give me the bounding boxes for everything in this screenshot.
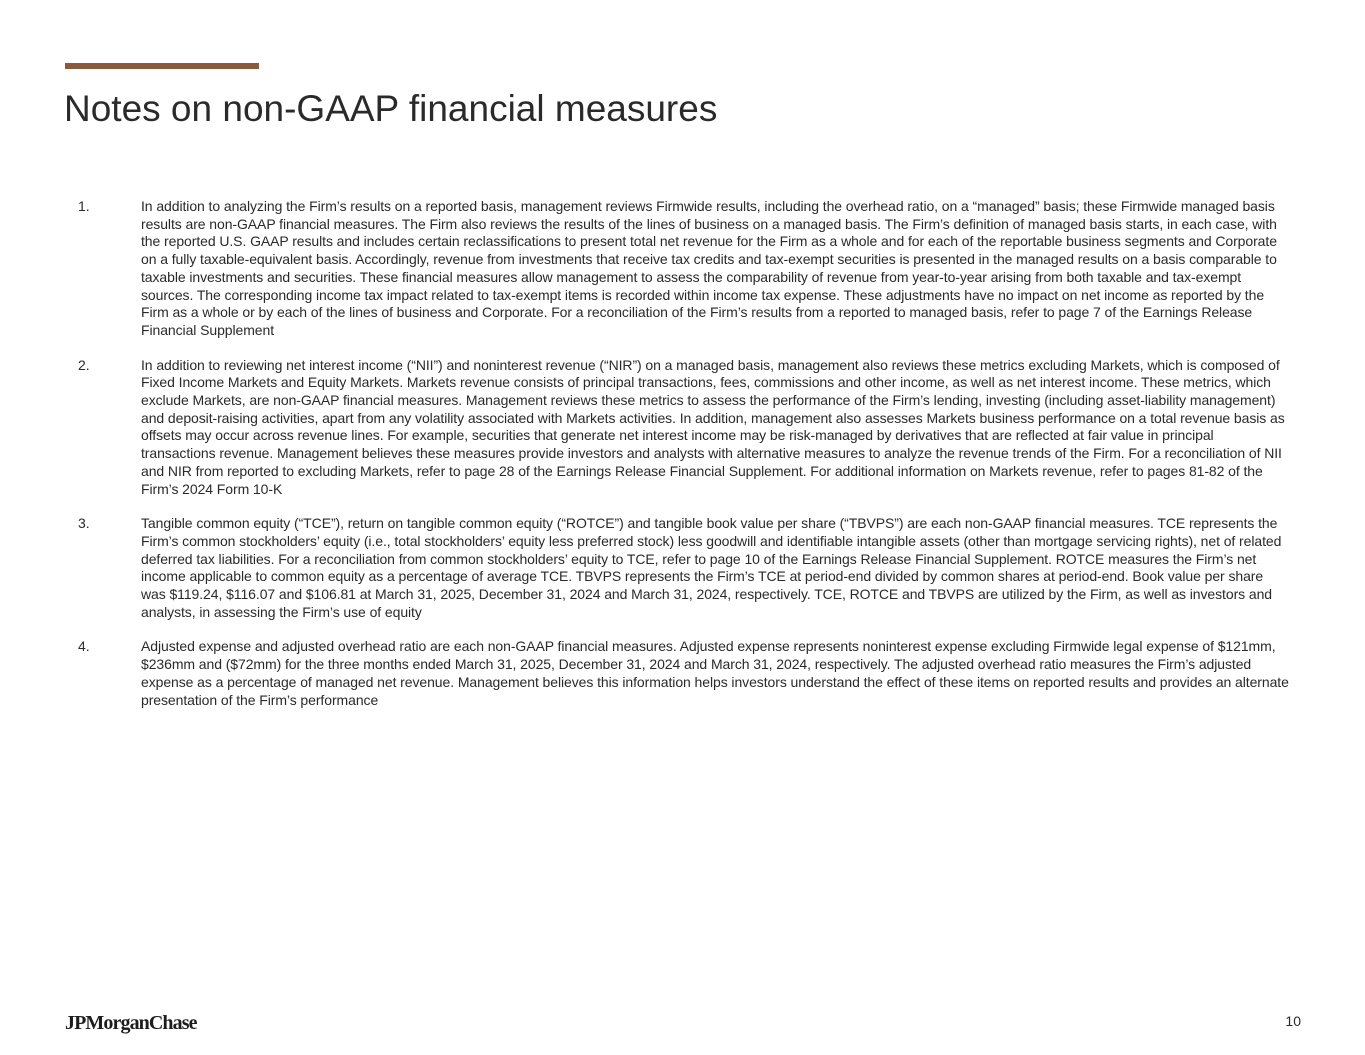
note-text: In addition to analyzing the Firm’s results on a reported basis, management reviews Firmwide results, including the overhead ratio, on a “managed” basis; these Firmwide managed basis results are non-GAAP financial measures. The Firm also reviews the results of the lines of business on a managed basis. The Firm’s definition of managed basis starts, in each case, with the reported U.S. GAAP results and includes certain reclassifications to present total net revenue for the Firm as a whole and for each of the reportable business segments and Corporate on a fully taxable-equivalent basis. Accordingly, revenue from investments that receive tax credits and tax-exempt securities is presented in the managed results on a basis comparable to taxable investments and securities. These financial measures allow management to assess the comparability of revenue from year-to-year arising from both taxable and tax-exempt sources. The corresponding income tax impact related to tax-exempt items is recorded within income tax expense. These adjustments have no impact on net income as reported by the Firm as a whole or by each of the lines of business and Corporate. For a reconciliation of the Firm’s results from a reported to managed basis, refer to page 7 of the Earnings Release Financial Supplement <box>141 198 1277 338</box>
note-text: In addition to reviewing net interest income (“NII”) and noninterest revenue (“NIR”) on a managed basis, management also reviews these metrics excluding Markets, which is composed of Fixed Income Markets and Equity Markets. Markets revenue consists of principal transactions, fees, commissions and other income, as well as net interest income. These metrics, which exclude Markets, are non-GAAP financial measures. Management reviews these metrics to assess the performance of the Firm’s lending, investing (including asset-liability management) and deposit-raising activities, apart from any volatility associated with Markets activities. In addition, management also assesses Markets business performance on a total revenue basis as offsets may occur across revenue lines. For example, securities that generate net interest income may be risk-managed by derivatives that are reflected at fair value in principal transactions revenue. Management believes these measures provide investors and analysts with alternative measures to analyze the revenue trends of the Firm. For a reconciliation of NII and NIR from reported to excluding Markets, refer to page 28 of the Earnings Release Financial Supplement. For additional information on Markets revenue, refer to pages 81-82 of the Firm’s 2024 Form 10-K <box>141 356 1285 497</box>
note-item <box>78 357 1290 499</box>
note-item <box>78 638 1290 709</box>
page-title: Notes on non-GAAP financial measures <box>64 88 718 129</box>
note-text: Tangible common equity (“TCE”), return on tangible common equity (“ROTCE”) and tangible book value per share (“TBVPS”) are each non-GAAP financial measures. TCE represents the Firm’s common stockholders’ equity (i.e., total stockholders’ equity less preferred stock) less goodwill and identifiable intangible assets (other than mortgage servicing rights), net of related deferred tax liabilities. For a reconciliation from common stockholders’ equity to TCE, refer to page 10 of the Earnings Release Financial Supplement. ROTCE measures the Firm’s net income applicable to common equity as a percentage of average TCE. TBVPS represents the Firm’s TCE at period-end divided by common shares at period-end. Book value per share was $119.24, $116.07 and $106.81 at March 31, 2025, December 31, 2024 and March 31, 2024, respectively. TCE, ROTCE and TBVPS are utilized by the Firm, as well as investors and analysts, in assessing the Firm’s use of equity <box>141 515 1282 620</box>
title-accent-bar <box>65 63 259 69</box>
company-logo: JPMorganChase <box>65 1012 197 1034</box>
note-number: 4. <box>78 638 90 655</box>
note-number: 2. <box>78 356 90 373</box>
note-item <box>78 198 1290 340</box>
notes-list <box>78 198 1290 726</box>
note-number: 3. <box>78 515 90 532</box>
note-text: Adjusted expense and adjusted overhead ratio are each non-GAAP financial measures. Adjusted expense represents noninterest expense excluding Firmwide legal expense of $121mm, $236mm and ($72mm) for the three months ended March 31, 2025, December 31, 2024 and March 31, 2024, respectively. The adjusted overhead ratio measures the Firm’s adjusted expense as a percentage of managed net revenue. Management believes this information helps investors understand the effect of these items on reported results and provides an alternate presentation of the Firm’s performance <box>141 638 1289 708</box>
note-item <box>78 515 1290 621</box>
page-number: 10 <box>1285 1013 1301 1029</box>
note-number: 1. <box>78 198 90 214</box>
